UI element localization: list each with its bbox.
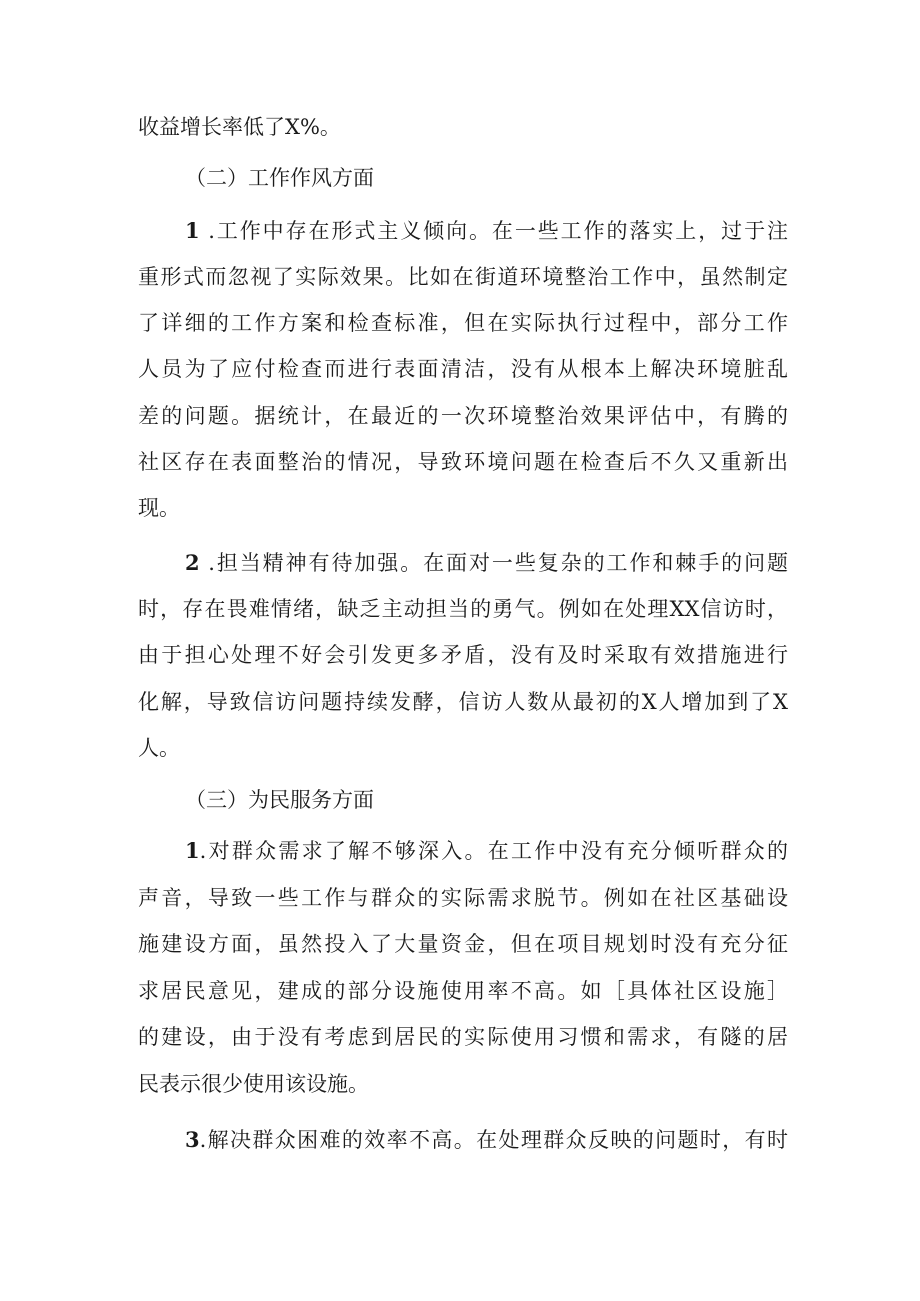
- paragraph-line: 施建设方面，虽然投入了大量资金，但在项目规划时没有充分征: [138, 932, 788, 956]
- paragraph-line: 民表示很少使用该设施。: [138, 1072, 369, 1096]
- paragraph-line: 收益增长率低了X%。: [138, 115, 341, 139]
- paragraph-line: 差的问题。据统计，在最近的一次环境整治效果评估中，有腾的: [138, 404, 788, 428]
- paragraph-line: 1.对群众需求了解不够深入。在工作中没有充分倾听群众的: [185, 838, 788, 863]
- paragraph-line: 声音，导致一些工作与群众的实际需求脱节。例如在社区基础设: [138, 886, 788, 910]
- paragraph-line: 社区存在表面整治的情况，导致环境问题在检查后不久又重新出: [138, 450, 788, 474]
- item-number: 1: [185, 218, 200, 243]
- paragraph-line: 人。: [138, 736, 180, 760]
- paragraph-line: 了详细的工作方案和检查标准，但在实际执行过程中，部分工作: [138, 311, 788, 335]
- item-number: 1: [185, 838, 200, 863]
- paragraph-line: 人员为了应付检查而进行表面清洁，没有从根本上解决环境脏乱: [138, 357, 788, 381]
- section-heading-service: （三）为民服务方面: [185, 788, 374, 812]
- paragraph-line: 重形式而忽视了实际效果。比如在街道环境整治工作中，虽然制定: [138, 265, 788, 289]
- paragraph-line: 时，存在畏难情绪，缺乏主动担当的勇气。例如在处理XX信访时，: [138, 597, 788, 621]
- item-number: 2: [185, 550, 200, 575]
- paragraph-line: 由于担心处理不好会引发更多矛盾，没有及时采取有效措施进行: [138, 643, 788, 667]
- paragraph-line: 1 .工作中存在形式主义倾向。在一些工作的落实上，过于注: [185, 218, 788, 243]
- paragraph-line: 现。: [138, 496, 180, 520]
- paragraph-line: 3.解决群众困难的效率不高。在处理群众反映的问题时，有时: [185, 1127, 788, 1152]
- paragraph-line: 化解，导致信访问题持续发酵，信访人数从最初的X人增加到了X: [138, 690, 788, 714]
- paragraph-line: 的建设，由于没有考虑到居民的实际使用习惯和需求，有隧的居: [138, 1025, 788, 1049]
- section-heading-work-style: （二）工作作风方面: [185, 166, 374, 190]
- paragraph-line: 2 .担当精神有待加强。在面对一些复杂的工作和棘手的问题: [185, 550, 788, 575]
- item-number: 3: [185, 1127, 200, 1152]
- paragraph-line: 求居民意见，建成的部分设施使用率不高。如［具体社区设施］: [138, 979, 788, 1003]
